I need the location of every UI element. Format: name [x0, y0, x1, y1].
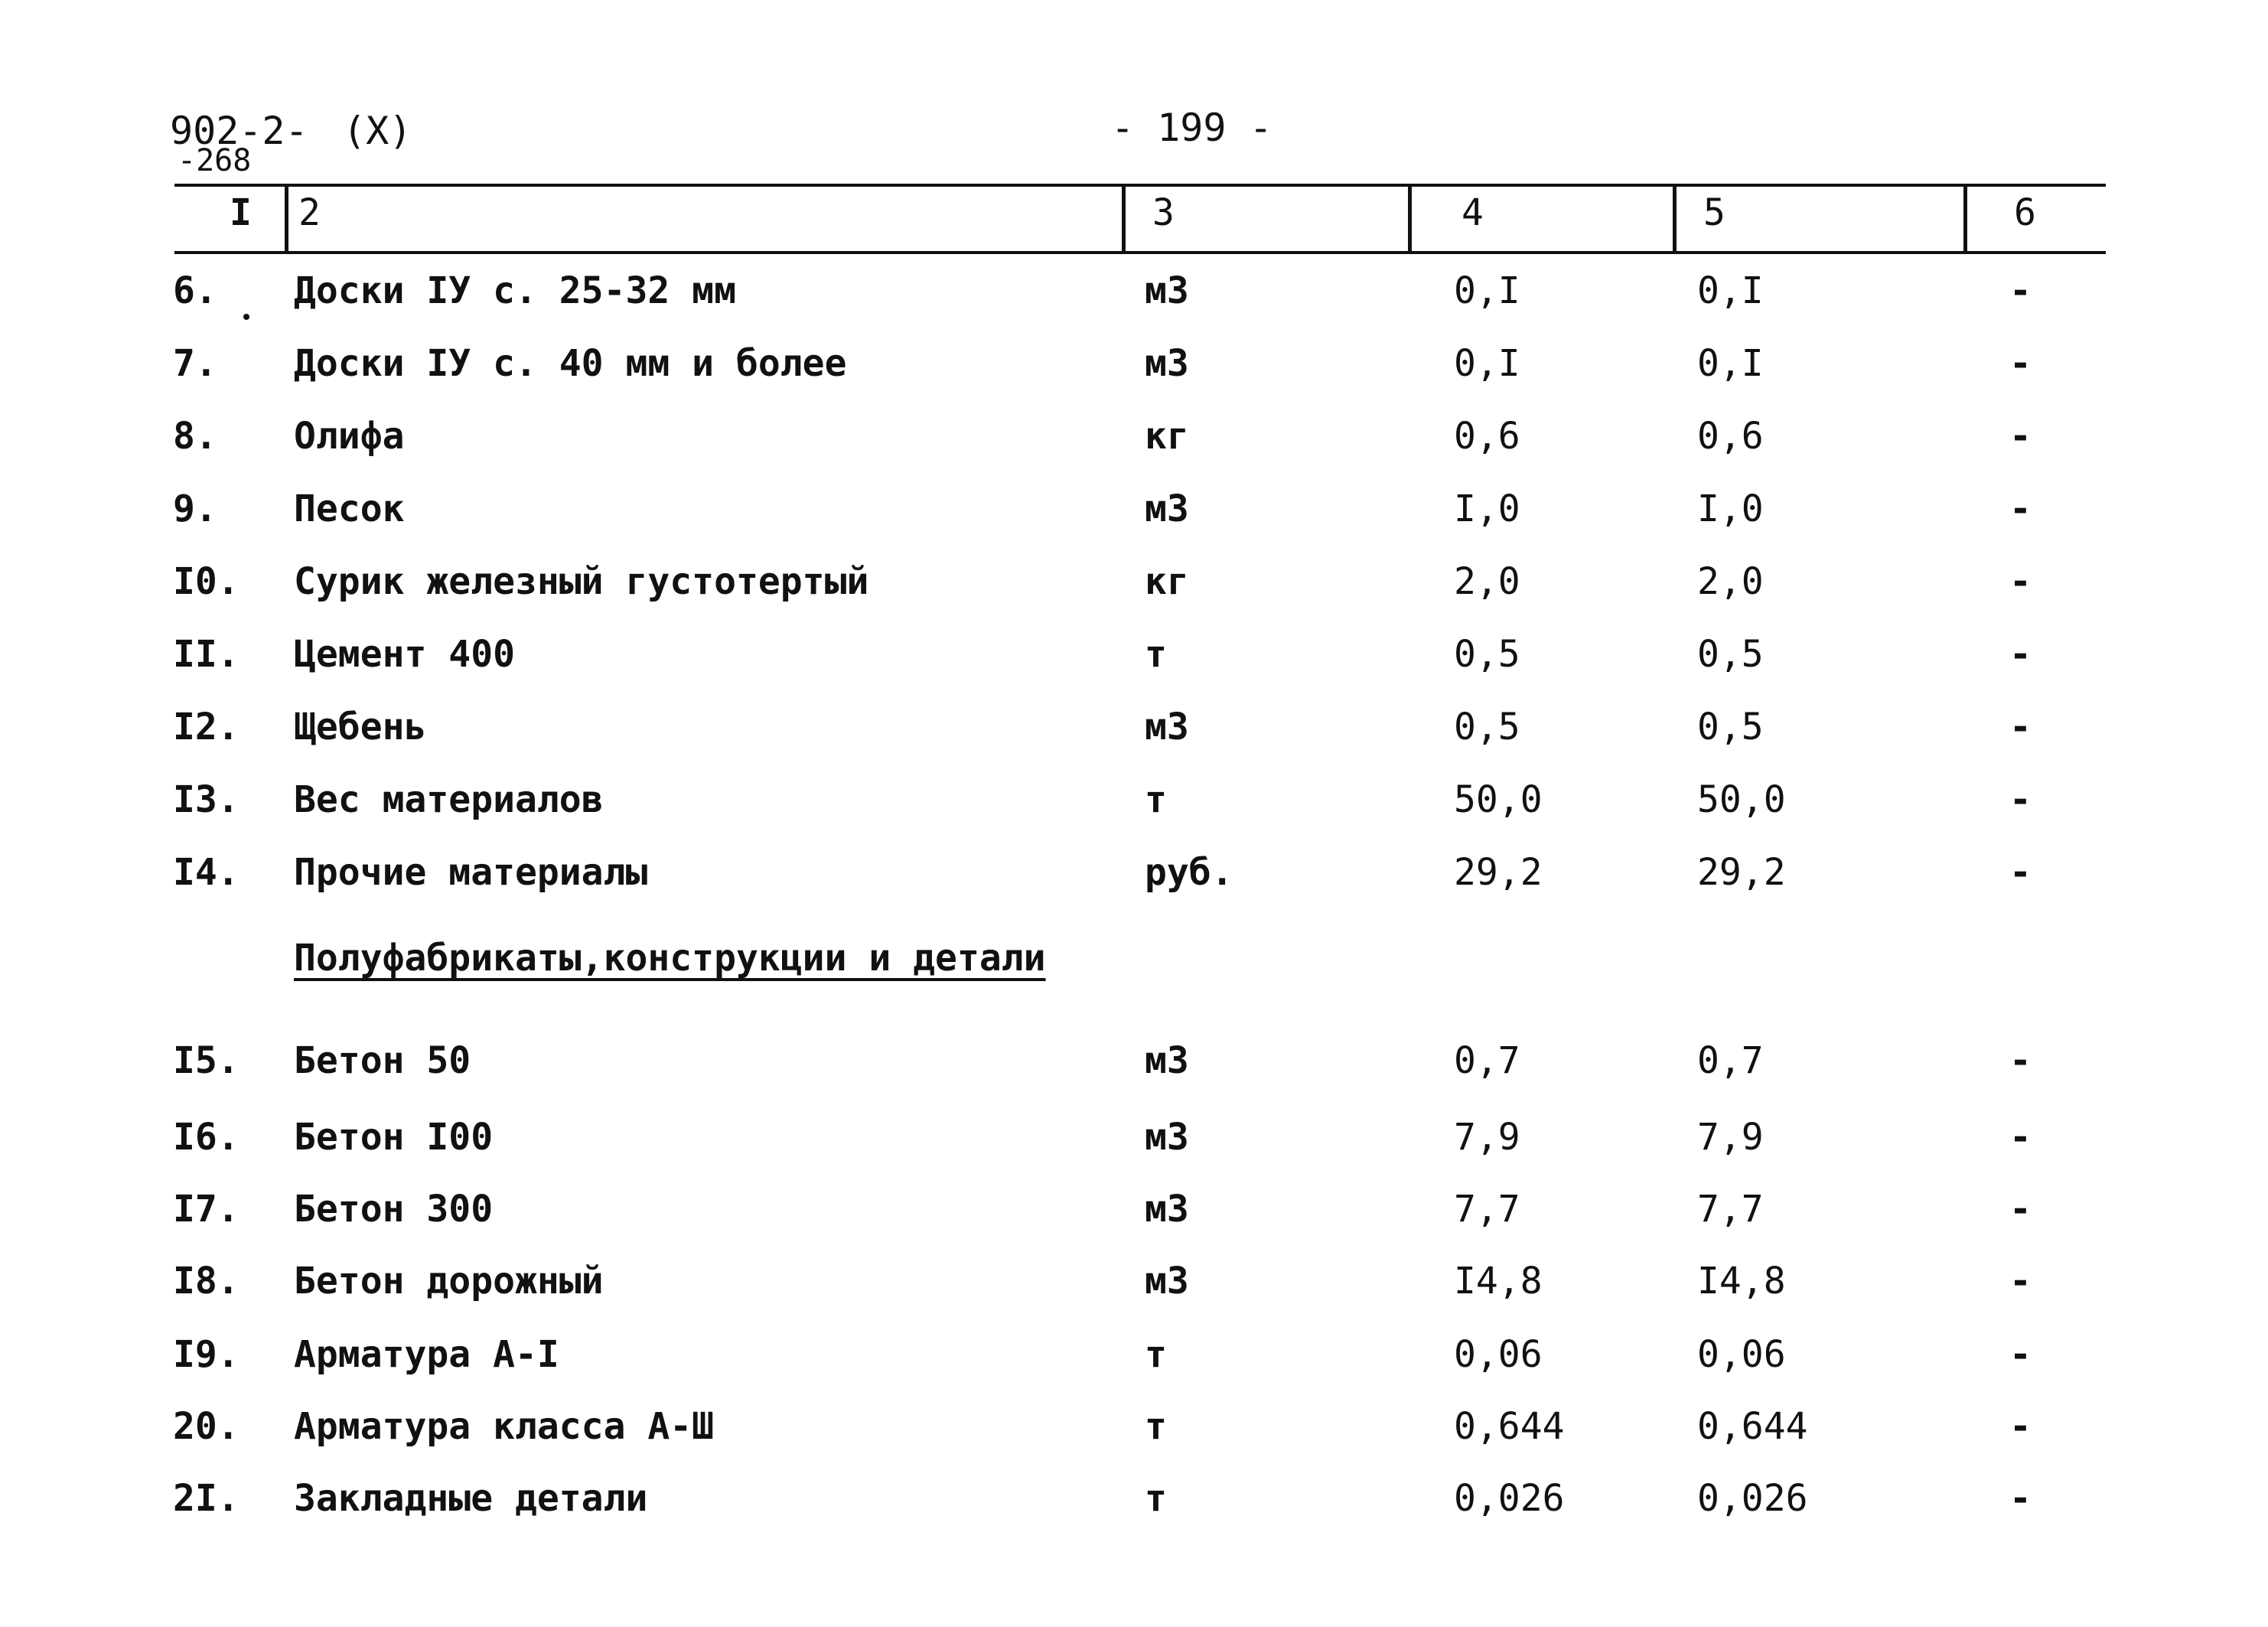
table-row	[0, 1260, 2268, 1309]
quantity-col4: 7,7	[1454, 1188, 1520, 1231]
quantity-col4: 0,I	[1454, 342, 1520, 385]
row-number: I4.	[173, 851, 240, 894]
unit: т	[1145, 1477, 1167, 1520]
table-row	[0, 706, 2268, 755]
material-name: Олифа	[294, 415, 405, 458]
row-number: 8.	[173, 415, 217, 458]
quantity-col4: 0,7	[1454, 1039, 1520, 1082]
table-header-rule	[174, 251, 2106, 254]
quantity-col4: 0,5	[1454, 706, 1520, 748]
quantity-col4: 0,644	[1454, 1405, 1565, 1448]
quantity-col6: -	[2009, 342, 2032, 385]
table-row	[0, 1188, 2268, 1237]
quantity-col6: -	[2009, 269, 2032, 312]
table-row	[0, 1333, 2268, 1382]
column-header-1: I	[230, 191, 252, 234]
table-row	[0, 269, 2268, 318]
unit: м3	[1145, 1116, 1189, 1159]
table-row	[0, 560, 2268, 609]
unit: т	[1145, 1333, 1167, 1376]
material-name: Доски IУ с. 40 мм и более	[294, 342, 847, 385]
material-name: Арматура класса А-Ш	[294, 1405, 715, 1448]
quantity-col5: 0,026	[1697, 1477, 1808, 1520]
quantity-col4: 0,I	[1454, 269, 1520, 312]
quantity-col5: 0,5	[1697, 633, 1764, 676]
unit: м3	[1145, 269, 1189, 312]
quantity-col5: 7,9	[1697, 1116, 1764, 1159]
doc-variant: (X)	[343, 109, 412, 153]
section-title: Полуфабрикаты,конструкции и детали	[294, 937, 1046, 980]
quantity-col5: 0,I	[1697, 342, 1764, 385]
row-number: 20.	[173, 1405, 240, 1448]
table-row	[0, 415, 2268, 464]
table-row	[0, 633, 2268, 682]
column-header-6: 6	[2014, 191, 2036, 234]
column-header-5: 5	[1703, 191, 1725, 234]
material-name: Бетон 50	[294, 1039, 471, 1082]
quantity-col4: 0,5	[1454, 633, 1520, 676]
table-top-rule	[174, 184, 2106, 187]
material-name: Сурик железный густотертый	[294, 560, 869, 603]
row-number: 9.	[173, 487, 217, 530]
unit: м3	[1145, 487, 1189, 530]
row-number: II.	[173, 633, 240, 676]
material-name: Бетон дорожный	[294, 1260, 604, 1303]
quantity-col6: -	[2009, 706, 2032, 748]
quantity-col4: 29,2	[1454, 851, 1543, 894]
quantity-col6: -	[2009, 1260, 2032, 1303]
quantity-col4: 50,0	[1454, 778, 1543, 821]
material-name: Доски IУ с. 25-32 мм	[294, 269, 736, 312]
quantity-col5: 2,0	[1697, 560, 1764, 603]
column-divider	[1963, 184, 1967, 254]
row-number: I2.	[173, 706, 240, 748]
quantity-col6: -	[2009, 487, 2032, 530]
quantity-col4: 2,0	[1454, 560, 1520, 603]
table-row	[0, 851, 2268, 900]
material-name: Бетон 300	[294, 1188, 494, 1231]
unit: т	[1145, 1405, 1167, 1448]
unit: кг	[1145, 415, 1189, 458]
row-number: I7.	[173, 1188, 240, 1231]
quantity-col4: 0,6	[1454, 415, 1520, 458]
row-number: I5.	[173, 1039, 240, 1082]
quantity-col6: -	[2009, 778, 2032, 821]
quantity-col5: 0,7	[1697, 1039, 1764, 1082]
table-row	[0, 487, 2268, 536]
table-row	[0, 1116, 2268, 1165]
quantity-col6: -	[2009, 1405, 2032, 1448]
unit: м3	[1145, 1039, 1189, 1082]
column-header-3: 3	[1152, 191, 1175, 234]
column-header-2: 2	[298, 191, 321, 234]
quantity-col5: 0,644	[1697, 1405, 1808, 1448]
row-number: I8.	[173, 1260, 240, 1303]
quantity-col6: -	[2009, 851, 2032, 894]
material-name: Цемент 400	[294, 633, 515, 676]
material-name: Арматура А-I	[294, 1333, 559, 1376]
unit: м3	[1145, 342, 1189, 385]
quantity-col6: -	[2009, 1039, 2032, 1082]
column-divider	[285, 184, 288, 254]
quantity-col6: -	[2009, 1477, 2032, 1520]
quantity-col6: -	[2009, 415, 2032, 458]
doc-number-suffix: -268	[178, 143, 252, 178]
unit: т	[1145, 633, 1167, 676]
row-number: I6.	[173, 1116, 240, 1159]
quantity-col5: 50,0	[1697, 778, 1786, 821]
unit: м3	[1145, 1260, 1189, 1303]
unit: м3	[1145, 1188, 1189, 1231]
quantity-col5: 0,06	[1697, 1333, 1786, 1376]
quantity-col4: 0,06	[1454, 1333, 1543, 1376]
material-name: Прочие материалы	[294, 851, 648, 894]
column-divider	[1122, 184, 1126, 254]
quantity-col5: 0,5	[1697, 706, 1764, 748]
quantity-col4: I4,8	[1454, 1260, 1543, 1303]
unit: кг	[1145, 560, 1189, 603]
quantity-col5: I4,8	[1697, 1260, 1786, 1303]
column-divider	[1408, 184, 1412, 254]
column-divider	[1673, 184, 1677, 254]
quantity-col5: 0,I	[1697, 269, 1764, 312]
quantity-col5: 29,2	[1697, 851, 1786, 894]
unit: руб.	[1145, 851, 1233, 894]
column-header-4: 4	[1461, 191, 1484, 234]
material-name: Вес материалов	[294, 778, 604, 821]
quantity-col6: -	[2009, 1188, 2032, 1231]
page-number: - 199 -	[1111, 106, 1272, 150]
row-number: I3.	[173, 778, 240, 821]
row-number: I0.	[173, 560, 240, 603]
row-number: 6.	[173, 269, 217, 312]
doc-number: 902-2-	[170, 109, 308, 153]
quantity-col5: 0,6	[1697, 415, 1764, 458]
table-row	[0, 1405, 2268, 1454]
table-row	[0, 1039, 2268, 1088]
table-row	[0, 778, 2268, 827]
quantity-col6: -	[2009, 1116, 2032, 1159]
quantity-col6: -	[2009, 633, 2032, 676]
unit: т	[1145, 778, 1167, 821]
quantity-col6: -	[2009, 560, 2032, 603]
quantity-col6: -	[2009, 1333, 2032, 1376]
unit: м3	[1145, 706, 1189, 748]
material-name: Бетон I00	[294, 1116, 494, 1159]
quantity-col5: I,0	[1697, 487, 1764, 530]
quantity-col4: 0,026	[1454, 1477, 1565, 1520]
table-row	[0, 342, 2268, 391]
material-name: Щебень	[294, 706, 427, 748]
quantity-col4: 7,9	[1454, 1116, 1520, 1159]
quantity-col5: 7,7	[1697, 1188, 1764, 1231]
material-name: Песок	[294, 487, 405, 530]
row-number: 2I.	[173, 1477, 240, 1520]
quantity-col4: I,0	[1454, 487, 1520, 530]
table-row	[0, 1477, 2268, 1526]
material-name: Закладные детали	[294, 1477, 648, 1520]
row-number: I9.	[173, 1333, 240, 1376]
row-number: 7.	[173, 342, 217, 385]
